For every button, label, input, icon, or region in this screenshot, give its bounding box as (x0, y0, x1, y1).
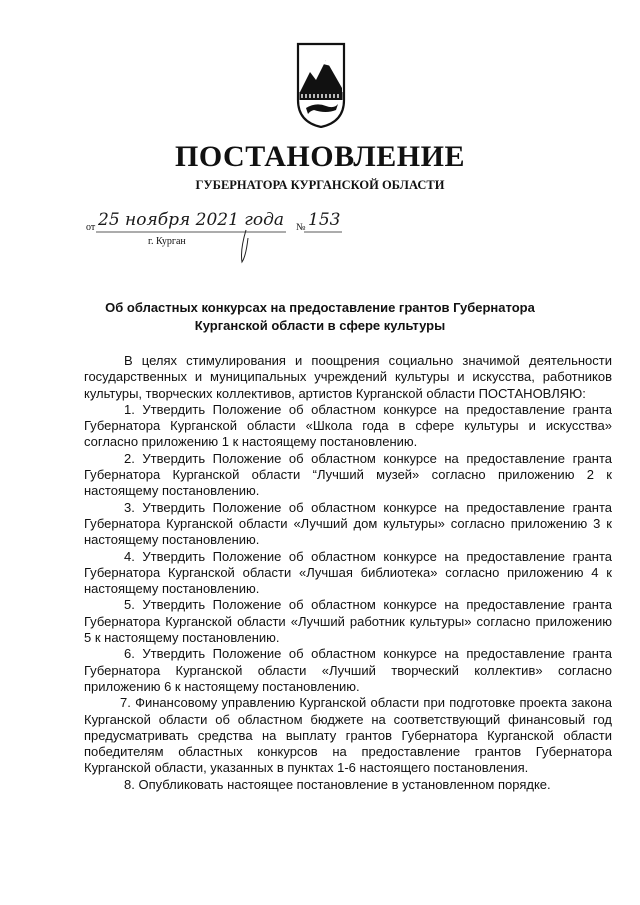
handwritten-number: 153 (308, 210, 341, 230)
document-title: ПОСТАНОВЛЕНИЕ (175, 140, 465, 173)
document-body (84, 353, 612, 793)
list-item: 7. Финансовому управлению Курганской области при подготовке проекта закона Курганской области об областном бюджете на соответствующий финансовый год предусматривать средства на выплату грантов Губернатора Курганской области победителям областных конкурсов на предоставление грантов Губернатора Курганской области, указанных в пунктах 1-6 настоящего постановления. (84, 695, 612, 776)
number-label: № (296, 222, 306, 233)
list-item: 8. Опубликовать настоящее постановление в установленном порядке. (124, 776, 551, 792)
list-item: 4. Утвердить Положение об областном конкурсе на предоставление гранта Губернатора Курганской области «Лучшая библиотека» согласно приложению 4 к настоящему постановлению. (84, 548, 612, 597)
list-item: 2. Утвердить Положение об областном конкурсе на предоставление гранта Губернатора Курганской области “Лучший музей» согласно приложению 2 к настоящему постановлению. (84, 450, 612, 499)
list-item: 1. Утвердить Положение об областном конкурсе на предоставление гранта Губернатора Курганской области «Школа года в сфере культуры и искусства» согласно приложению 1 к настоящему постановлению. (84, 401, 612, 450)
kurgan-coat-of-arms-icon (296, 42, 346, 128)
date-prefix: от (86, 222, 96, 233)
document-heading: Об областных конкурсах на предоставление грантов Губернатора Курганской области в сфере культуры (105, 300, 535, 333)
list-item: 3. Утвердить Положение об областном конкурсе на предоставление гранта Губернатора Курганской области «Лучший дом культуры» согласно приложению 3 к настоящему постановлению. (84, 499, 612, 548)
list-item: 5. Утвердить Положение об областном конкурсе на предоставление гранта Губернатора Курганской области «Лучший работник культуры» согласно приложению 5 к настоящему постановлению. (84, 597, 612, 646)
list-item: 6. Утвердить Положение об областном конкурсе на предоставление гранта Губернатора Курганской области «Лучший творческий коллектив» согласно приложению 6 к настоящему постановлению. (84, 646, 612, 694)
date-number-line (86, 210, 356, 266)
issuer-subtitle: ГУБЕРНАТОРА КУРГАНСКОЙ ОБЛАСТИ (195, 178, 445, 192)
handwritten-date: 25 ноября 2021 года (98, 210, 285, 230)
preamble-paragraph: В целях стимулирования и поощрения социально значимой деятельности государственных и муниципальных учреждений культуры и искусства, работников культуры, творческих коллективов, артистов Курганской области ПОСТАНОВЛЯЮ: (84, 353, 612, 401)
city-label: г. Курган (148, 236, 186, 247)
signature-underline (86, 216, 356, 266)
